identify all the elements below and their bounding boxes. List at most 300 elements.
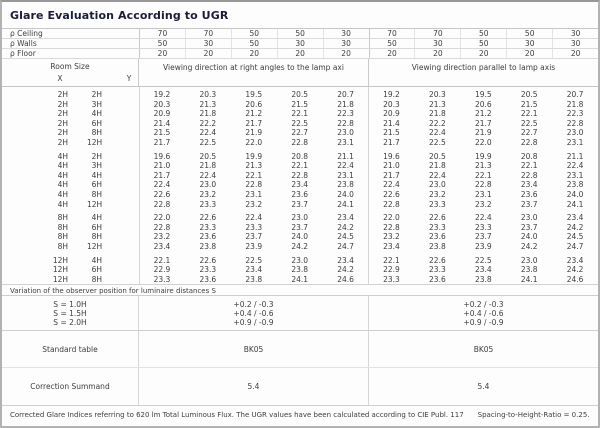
room-size-x-cell: 8H	[57, 241, 68, 251]
room-size-label: Room Size	[50, 62, 90, 71]
ugr-value-cell: 23.6	[429, 232, 446, 242]
ugr-value-cell: 19.6	[153, 151, 171, 161]
room-size-x-cell: 2H	[57, 118, 68, 128]
ugr-table-row	[2, 109, 598, 119]
room-size-y-cell: 12H	[87, 241, 103, 251]
ugr-value-cell: 22.8	[520, 137, 538, 147]
ugr-value-cell: 23.2	[199, 189, 217, 199]
ugr-value-cell: 21.7	[383, 170, 400, 180]
reflectance-value-cell: 20	[139, 49, 185, 58]
ugr-table-row	[2, 265, 598, 275]
ugr-value-cell: 21.5	[520, 99, 538, 109]
ugr-table-row	[2, 119, 598, 129]
ugr-value-cell: 24.5	[566, 232, 584, 242]
ugr-value-cell: 22.4	[566, 161, 584, 171]
ugr-value-cell: 22.9	[383, 265, 400, 275]
room-size-x-cell: 4H	[57, 151, 68, 161]
ugr-value-cell: 24.1	[566, 199, 584, 209]
room-size-y-cell: 8H	[91, 189, 102, 199]
s-labels	[2, 296, 139, 330]
ugr-value-cell: 20.8	[520, 151, 538, 161]
room-size-y-cell: 3H	[91, 161, 102, 171]
ugr-value-cell: 20.5	[199, 151, 217, 161]
ugr-value-cell: 20.5	[429, 151, 446, 161]
ugr-value-cell: 23.4	[337, 213, 354, 223]
ugr-value-cell: 21.3	[199, 99, 217, 109]
ugr-value-cell: 20.3	[429, 90, 446, 99]
room-size-x-cell: 2H	[57, 137, 68, 147]
footer-note	[2, 406, 598, 419]
ugr-value-cell: 23.4	[153, 241, 171, 251]
ugr-table-row	[2, 256, 598, 266]
ugr-value-cell: 22.4	[429, 128, 446, 138]
ugr-value-cell: 24.5	[337, 232, 354, 242]
ugr-value-cell: 21.5	[153, 128, 171, 138]
reflectance-row	[2, 39, 598, 49]
ugr-value-cell: 22.6	[429, 213, 446, 223]
ugr-value-cell: 21.4	[383, 118, 400, 128]
ugr-value-cell: 22.2	[429, 118, 446, 128]
ugr-table-row	[2, 232, 598, 242]
ugr-value-cell: 23.2	[383, 232, 400, 242]
y-axis-label: Y	[126, 74, 132, 83]
ugr-table-row	[2, 138, 598, 148]
ugr-value-cell: 24.2	[566, 222, 584, 232]
ugr-value-cell: 22.8	[153, 199, 171, 209]
ugr-value-cell: 22.4	[429, 170, 446, 180]
ugr-value-cell: 20.3	[199, 90, 217, 99]
ugr-value-cell: 22.6	[429, 255, 446, 265]
reflectance-value-cell: 50	[460, 39, 506, 48]
ugr-value-cell: 21.2	[245, 109, 263, 119]
ugr-value-cell: 23.1	[337, 170, 354, 180]
ugr-value-cell: 23.3	[383, 274, 400, 284]
ugr-value-cell: 24.6	[337, 274, 354, 284]
ugr-value-cell: 23.3	[429, 222, 446, 232]
ugr-value-cell: 23.8	[291, 265, 309, 275]
standard-table-value-right: BK05	[368, 331, 598, 367]
ugr-table-row	[2, 275, 598, 285]
ugr-value-cell: 24.6	[566, 274, 584, 284]
reflectance-section	[2, 29, 598, 59]
ugr-value-cell: 23.3	[153, 274, 171, 284]
ugr-value-cell: 20.9	[383, 109, 400, 119]
ugr-value-cell: 23.7	[520, 222, 538, 232]
ugr-value-cell: 22.4	[153, 180, 171, 190]
ugr-value-cell: 21.8	[429, 161, 446, 171]
ugr-value-cell: 23.4	[245, 265, 263, 275]
ugr-value-cell: 23.3	[199, 199, 217, 209]
room-size-y-cell: 6H	[91, 180, 102, 190]
ugr-table-row	[2, 213, 598, 223]
ugr-value-cell: 22.1	[520, 161, 538, 171]
ugr-row-group	[2, 213, 598, 251]
ugr-value-cell: 23.0	[429, 180, 446, 190]
ugr-value-cell: 21.3	[474, 161, 492, 171]
ugr-value-cell: 22.8	[245, 180, 263, 190]
ugr-value-cell: 22.4	[199, 128, 217, 138]
ugr-value-cell: 23.0	[566, 128, 584, 138]
room-size-x-cell: 4H	[57, 189, 68, 199]
room-size-x-cell: 8H	[57, 222, 68, 232]
room-size-y-cell: 8H	[91, 128, 102, 138]
ugr-value-cell: 22.8	[383, 222, 400, 232]
room-size-y-cell: 4H	[91, 255, 102, 265]
ugr-value-cell: 23.7	[474, 232, 492, 242]
ugr-value-cell: 23.4	[566, 255, 584, 265]
room-size-x-cell: 2H	[57, 99, 68, 109]
ugr-table-row	[2, 161, 598, 171]
ugr-value-cell: 24.1	[520, 274, 538, 284]
s-value: +0.2 / -0.3	[233, 299, 274, 309]
ugr-value-cell: 22.0	[383, 213, 400, 223]
room-size-x-cell: 12H	[52, 265, 68, 275]
reflectance-value-cell: 20	[414, 49, 460, 58]
ugr-row-group	[2, 256, 598, 285]
ugr-value-cell: 22.6	[199, 255, 217, 265]
reflectance-value-cell: 30	[552, 29, 598, 38]
ugr-value-cell: 24.0	[291, 232, 309, 242]
ugr-value-cell: 23.8	[245, 274, 263, 284]
spacing-height-ratio: Spacing-to-Height-Ratio = 0.25.	[477, 411, 590, 419]
room-size-y-cell: 8H	[91, 274, 102, 284]
reflectance-value-cell: 30	[323, 29, 369, 38]
reflectance-value-cell: 50	[506, 29, 552, 38]
reflectance-value-cell: 30	[414, 39, 460, 48]
room-size-x-cell: 4H	[57, 199, 68, 209]
ugr-value-cell: 22.0	[153, 213, 171, 223]
ugr-value-cell: 22.8	[153, 222, 171, 232]
room-size-y-cell: 6H	[91, 265, 102, 275]
ugr-value-cell: 21.9	[245, 128, 263, 138]
ugr-value-cell: 19.5	[474, 90, 492, 99]
correction-summand-label: Correction Summand	[2, 368, 139, 405]
reflectance-value-cell: 50	[231, 39, 277, 48]
reflectance-value-cell: 20	[185, 49, 231, 58]
correction-summand-value-left: 5.4	[247, 382, 260, 391]
s-label: S = 1.0H	[53, 299, 87, 309]
room-size-y-cell: 12H	[87, 199, 103, 209]
s-label: S = 2.0H	[53, 317, 87, 327]
ugr-value-cell: 21.3	[429, 99, 446, 109]
s-value: +0.4 / -0.6	[463, 308, 504, 318]
room-size-y-cell: 6H	[91, 118, 102, 128]
reflectance-value-cell: 50	[369, 39, 415, 48]
ugr-table-row	[2, 200, 598, 210]
ugr-value-cell: 24.0	[520, 232, 538, 242]
ugr-value-cell: 19.5	[245, 90, 263, 99]
ugr-value-cell: 22.3	[337, 109, 354, 119]
ugr-value-cell: 22.8	[474, 180, 492, 190]
group-header-parallel: Viewing direction parallel to lamp axis	[368, 59, 598, 86]
reflectance-value-cell: 30	[185, 39, 231, 48]
correction-summand-row	[2, 368, 598, 406]
reflectance-value-cell: 70	[414, 29, 460, 38]
ugr-value-cell: 23.8	[199, 241, 217, 251]
ugr-value-cell: 22.8	[291, 137, 309, 147]
reflectance-value-cell: 30	[277, 39, 323, 48]
ugr-value-cell: 23.3	[474, 222, 492, 232]
ugr-value-cell: 24.1	[291, 274, 309, 284]
room-size-y-cell: 6H	[91, 222, 102, 232]
footer-text: Corrected Glare Indices referring to 620 lm Total Luminous Flux. The UGR values have been calculated according to CIE Publ. 117	[10, 411, 464, 419]
column-divider	[139, 87, 140, 284]
ugr-value-cell: 21.7	[474, 118, 492, 128]
ugr-value-cell: 22.4	[474, 213, 492, 223]
ugr-value-cell: 23.1	[474, 189, 492, 199]
s-values-left	[139, 296, 368, 330]
ugr-value-cell: 23.4	[520, 180, 538, 190]
standard-table-value-left: BK05	[243, 344, 264, 354]
ugr-value-cell: 23.0	[291, 255, 309, 265]
ugr-value-cell: 23.6	[199, 232, 217, 242]
ugr-value-cell: 22.1	[474, 170, 492, 180]
ugr-value-cell: 22.8	[291, 170, 309, 180]
ugr-value-cell: 22.7	[291, 128, 309, 138]
variation-note: Variation of the observer position for luminaire distances S	[2, 284, 598, 296]
ugr-value-cell: 23.6	[291, 189, 309, 199]
reflectance-value-cell: 20	[552, 49, 598, 58]
ugr-value-cell: 24.0	[566, 189, 584, 199]
room-size-x-cell: 4H	[57, 170, 68, 180]
reflectance-value-cell: 50	[460, 29, 506, 38]
ugr-value-cell: 23.6	[199, 274, 217, 284]
ugr-value-cell: 22.3	[566, 109, 584, 119]
ugr-value-cell: 21.3	[245, 161, 263, 171]
ugr-table-row	[2, 152, 598, 162]
room-size-x-cell: 2H	[57, 90, 68, 99]
room-size-x-cell: 4H	[57, 180, 68, 190]
ugr-value-cell: 21.2	[474, 109, 492, 119]
ugr-value-cell: 22.4	[199, 170, 217, 180]
ugr-value-cell: 23.3	[199, 222, 217, 232]
ugr-value-cell: 20.5	[520, 90, 538, 99]
ugr-table-row	[2, 180, 598, 190]
ugr-value-cell: 23.6	[429, 274, 446, 284]
ugr-value-cell: 21.1	[337, 151, 354, 161]
s-value: +0.9 / -0.9	[233, 317, 274, 327]
ugr-value-cell: 23.7	[245, 232, 263, 242]
ugr-value-cell: 19.2	[383, 90, 400, 99]
ugr-value-cell: 22.1	[520, 109, 538, 119]
reflectance-value-cell: 70	[369, 29, 415, 38]
s-value: +0.4 / -0.6	[233, 308, 274, 318]
ugr-value-cell: 21.8	[429, 109, 446, 119]
ugr-value-cell: 22.5	[245, 255, 263, 265]
ugr-value-cell: 22.1	[153, 255, 171, 265]
reflectance-value-cell: 70	[185, 29, 231, 38]
ugr-value-cell: 23.3	[429, 265, 446, 275]
ugr-value-cell: 20.7	[566, 90, 584, 99]
ugr-value-cell: 24.2	[337, 222, 354, 232]
ugr-value-cell: 23.2	[474, 199, 492, 209]
ugr-value-cell: 23.4	[383, 241, 400, 251]
s-value: +0.2 / -0.3	[463, 299, 504, 309]
ugr-value-cell: 21.7	[153, 137, 171, 147]
ugr-value-cell: 22.5	[474, 255, 492, 265]
ugr-value-cell: 23.2	[245, 199, 263, 209]
ugr-value-cell: 21.5	[383, 128, 400, 138]
reflectance-value-cell: 20	[460, 49, 506, 58]
ugr-table-row	[2, 128, 598, 138]
ugr-value-cell: 20.7	[337, 90, 354, 99]
ugr-value-cell: 22.0	[245, 137, 263, 147]
room-size-x-cell: 8H	[57, 232, 68, 242]
reflectance-row-label: ρ Ceiling	[10, 29, 43, 38]
ugr-value-cell: 23.1	[566, 137, 584, 147]
group-header-right-angles: Viewing direction at right angles to the lamp axi	[163, 63, 344, 72]
ugr-value-cell: 21.8	[566, 99, 584, 109]
ugr-value-cell: 22.6	[199, 213, 217, 223]
ugr-value-cell: 21.7	[245, 118, 263, 128]
reflectance-value-cell: 50	[277, 29, 323, 38]
ugr-value-cell: 23.8	[566, 180, 584, 190]
ugr-value-cell: 23.7	[520, 199, 538, 209]
ugr-value-cell: 22.6	[383, 189, 400, 199]
s-values-right	[368, 296, 598, 330]
ugr-value-cell: 23.0	[520, 213, 538, 223]
ugr-value-cell: 20.8	[291, 151, 309, 161]
ugr-value-cell: 22.4	[337, 161, 354, 171]
ugr-value-cell: 22.1	[291, 109, 309, 119]
room-size-y-cell: 12H	[87, 137, 103, 147]
ugr-value-cell: 20.3	[153, 99, 171, 109]
ugr-value-cell: 23.8	[520, 265, 538, 275]
ugr-value-cell: 23.4	[337, 255, 354, 265]
ugr-value-cell: 22.5	[429, 137, 446, 147]
room-size-x-cell: 12H	[52, 255, 68, 265]
reflectance-value-cell: 50	[231, 29, 277, 38]
ugr-value-cell: 23.9	[474, 241, 492, 251]
ugr-value-cell: 23.6	[520, 189, 538, 199]
ugr-value-cell: 23.3	[245, 222, 263, 232]
ugr-values-section	[2, 87, 598, 284]
ugr-value-cell: 23.8	[337, 180, 354, 190]
ugr-value-cell: 20.5	[291, 90, 309, 99]
s-label: S = 1.5H	[53, 308, 87, 318]
ugr-value-cell: 23.3	[429, 199, 446, 209]
ugr-value-cell: 23.1	[566, 170, 584, 180]
ugr-value-cell: 23.2	[153, 232, 171, 242]
page-title: Glare Evaluation According to UGR	[10, 8, 229, 22]
correction-summand-value-right: 5.4	[368, 368, 598, 405]
room-size-header	[2, 59, 139, 86]
ugr-value-cell: 19.2	[153, 90, 171, 99]
ugr-value-cell: 21.7	[153, 170, 171, 180]
reflectance-value-cell: 50	[139, 39, 185, 48]
ugr-value-cell: 21.9	[474, 128, 492, 138]
room-size-y-cell: 8H	[91, 232, 102, 242]
ugr-value-cell: 23.1	[245, 189, 263, 199]
ugr-value-cell: 21.1	[566, 151, 584, 161]
ugr-value-cell: 21.8	[199, 109, 217, 119]
room-size-x-cell: 8H	[57, 213, 68, 223]
ugr-value-cell: 22.5	[199, 137, 217, 147]
reflectance-value-cell: 30	[552, 39, 598, 48]
observer-variation-section	[2, 296, 598, 331]
ugr-value-cell: 20.6	[245, 99, 263, 109]
ugr-value-cell: 22.0	[474, 137, 492, 147]
reflectance-row	[2, 49, 598, 59]
ugr-value-cell: 23.9	[245, 241, 263, 251]
ugr-value-cell: 21.4	[153, 118, 171, 128]
reflectance-value-cell: 20	[369, 49, 415, 58]
group-divider	[368, 87, 369, 284]
ugr-value-cell: 21.5	[291, 99, 309, 109]
ugr-value-cell: 21.8	[199, 161, 217, 171]
ugr-value-cell: 23.7	[291, 199, 309, 209]
title-bar	[2, 2, 598, 29]
standard-table-label: Standard table	[2, 331, 139, 367]
ugr-value-cell: 22.5	[291, 118, 309, 128]
x-axis-label: X	[57, 74, 63, 83]
ugr-value-cell: 21.7	[383, 137, 400, 147]
ugr-value-cell: 24.0	[337, 189, 354, 199]
ugr-value-cell: 21.0	[383, 161, 400, 171]
room-size-y-cell: 4H	[91, 109, 102, 119]
ugr-value-cell: 22.4	[383, 180, 400, 190]
reflectance-value-cell: 30	[323, 39, 369, 48]
ugr-table-row	[2, 100, 598, 110]
room-size-x-cell: 2H	[57, 109, 68, 119]
ugr-value-cell: 22.8	[566, 118, 584, 128]
ugr-value-cell: 24.2	[566, 265, 584, 275]
ugr-value-cell: 24.2	[337, 265, 354, 275]
ugr-value-cell: 19.9	[474, 151, 492, 161]
ugr-table-row	[2, 223, 598, 233]
ugr-value-cell: 22.6	[153, 189, 171, 199]
ugr-value-cell: 23.0	[337, 128, 354, 138]
ugr-value-cell: 22.7	[520, 128, 538, 138]
ugr-value-cell: 22.8	[520, 170, 538, 180]
ugr-table-row	[2, 90, 598, 100]
ugr-value-cell: 22.1	[291, 161, 309, 171]
table-header	[2, 59, 598, 87]
ugr-value-cell: 20.3	[383, 99, 400, 109]
ugr-value-cell: 23.8	[429, 241, 446, 251]
ugr-rows	[2, 90, 598, 284]
ugr-value-cell: 22.1	[383, 255, 400, 265]
ugr-table-row	[2, 190, 598, 200]
ugr-value-cell: 22.1	[245, 170, 263, 180]
ugr-value-cell: 24.2	[520, 241, 538, 251]
ugr-value-cell: 22.9	[153, 265, 171, 275]
ugr-value-cell: 19.9	[245, 151, 263, 161]
standard-table-row	[2, 331, 598, 368]
room-size-y-cell: 3H	[91, 99, 102, 109]
ugr-value-cell: 23.8	[474, 274, 492, 284]
ugr-value-cell: 20.6	[474, 99, 492, 109]
reflectance-row-label: ρ Floor	[10, 49, 36, 58]
ugr-value-cell: 24.1	[337, 199, 354, 209]
ugr-table-row	[2, 171, 598, 181]
ugr-value-cell: 23.0	[199, 180, 217, 190]
ugr-value-cell: 21.0	[153, 161, 171, 171]
ugr-value-cell: 22.2	[199, 118, 217, 128]
room-size-x-cell: 4H	[57, 161, 68, 171]
room-size-y-cell: 4H	[91, 213, 102, 223]
reflectance-value-cell: 30	[506, 39, 552, 48]
ugr-value-cell: 21.8	[337, 99, 354, 109]
ugr-value-cell: 24.2	[291, 241, 309, 251]
room-size-x-cell: 12H	[52, 274, 68, 284]
reflectance-value-cell: 20	[323, 49, 369, 58]
ugr-value-cell: 22.5	[520, 118, 538, 128]
reflectance-value-cell: 20	[277, 49, 323, 58]
ugr-value-cell: 23.3	[199, 265, 217, 275]
ugr-value-cell: 23.4	[566, 213, 584, 223]
room-size-y-cell: 2H	[91, 151, 102, 161]
